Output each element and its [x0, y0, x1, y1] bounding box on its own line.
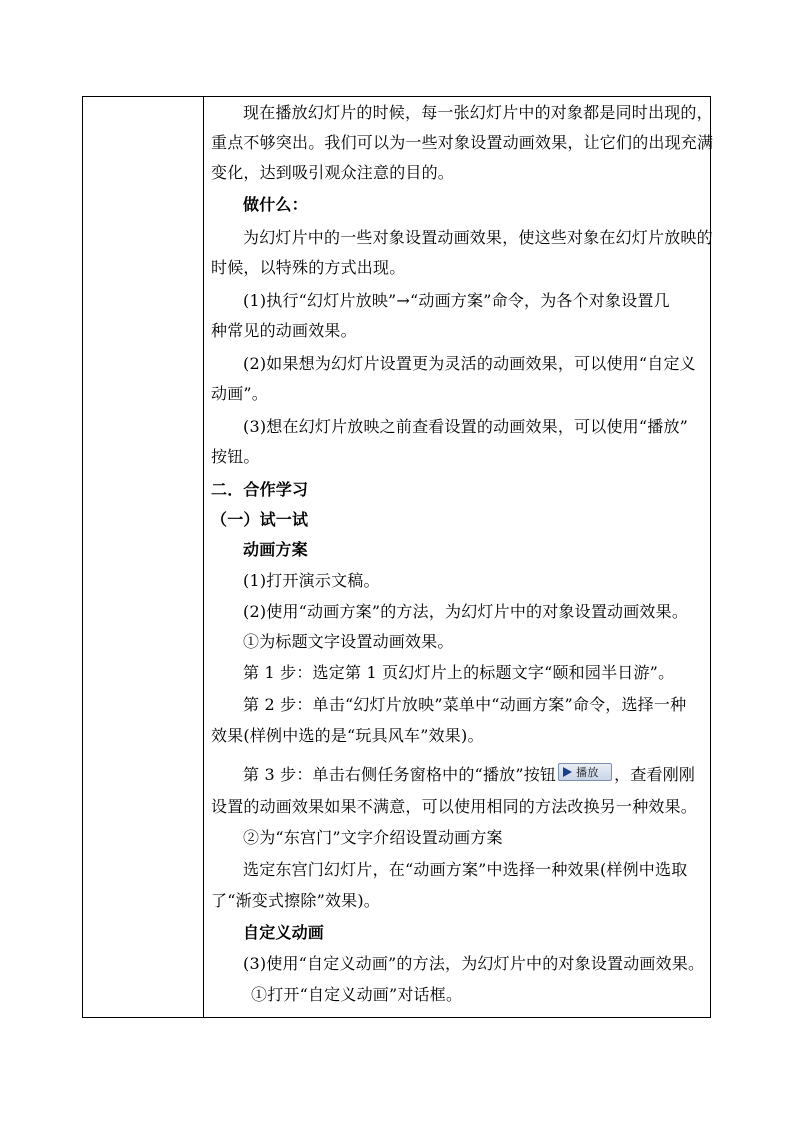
- subsection-heading: （一）试一试: [211, 510, 309, 529]
- paragraph-line: 种常见的动画效果。: [211, 321, 357, 340]
- paragraph-line: 第 1 步：选定第 1 页幻灯片上的标题文字“颐和园半日游”。: [243, 663, 675, 682]
- paragraph-line: 时候，以特殊的方式出现。: [211, 258, 406, 277]
- paragraph-line: 第 2 步：单击“幻灯片放映”菜单中“动画方案”命令，选择一种: [243, 695, 687, 714]
- play-button[interactable]: [558, 763, 612, 781]
- paragraph-line: 了“渐变式擦除”效果)。: [211, 891, 381, 910]
- paragraph-line: 效果(样例中选的是“玩具风车”效果)。: [211, 726, 484, 745]
- paragraph-line: ①为标题文字设置动画效果。: [243, 632, 454, 651]
- content-table: [82, 96, 714, 1018]
- paragraph-line: 设置的动画效果如果不满意，可以使用相同的方法改换另一种效果。: [211, 797, 698, 816]
- subsection-heading: 自定义动画: [243, 923, 325, 942]
- paragraph-line: 选定东宫门幻灯片，在“动画方案”中选择一种效果(样例中选取: [243, 860, 688, 879]
- section-heading: 二．合作学习: [211, 480, 309, 499]
- play-button-label: 播放: [576, 765, 599, 779]
- section-heading: 做什么：: [243, 195, 308, 214]
- paragraph-line: ①打开“自定义动画”对话框。: [251, 985, 463, 1004]
- paragraph-line: 按钮。: [211, 447, 260, 466]
- paragraph-line: ②为“东宫门”文字介绍设置动画方案: [243, 828, 503, 847]
- paragraph-line: 重点不够突出。我们可以为一些对象设置动画效果，让它们的出现充满: [211, 133, 714, 152]
- step-3-text-tail: ，查看刚刚: [614, 765, 696, 784]
- play-triangle-icon: [563, 767, 572, 777]
- paragraph-line: (3)使用“自定义动画”的方法，为幻灯片中的对象设置动画效果。: [243, 954, 705, 973]
- paragraph-line: 为幻灯片中的一些对象设置动画效果，使这些对象在幻灯片放映的: [243, 228, 713, 247]
- paragraph-line: (2)使用“动画方案”的方法，为幻灯片中的对象设置动画效果。: [243, 602, 689, 621]
- paragraph-line: 变化，达到吸引观众注意的目的。: [211, 163, 455, 182]
- paragraph-line: (2)如果想为幻灯片设置更为灵活的动画效果，可以使用“自定义: [243, 354, 696, 373]
- paragraph-line: (1)执行“幻灯片放映”→“动画方案”命令，为各个对象设置几: [243, 291, 670, 310]
- paragraph-line: (1)打开演示文稿。: [243, 571, 380, 590]
- paragraph-line-with-button: [243, 765, 695, 785]
- subsection-heading: 动画方案: [243, 540, 308, 559]
- step-3-text: 第 3 步：单击右侧任务窗格中的“播放”按钮: [243, 765, 557, 784]
- paragraph-line: 动画”。: [211, 384, 268, 403]
- column-divider: [203, 97, 204, 1017]
- paragraph-line: 现在播放幻灯片的时候，每一张幻灯片中的对象都是同时出现的，: [243, 103, 713, 122]
- paragraph-line: (3)想在幻灯片放映之前查看设置的动画效果，可以使用“播放”: [243, 417, 689, 436]
